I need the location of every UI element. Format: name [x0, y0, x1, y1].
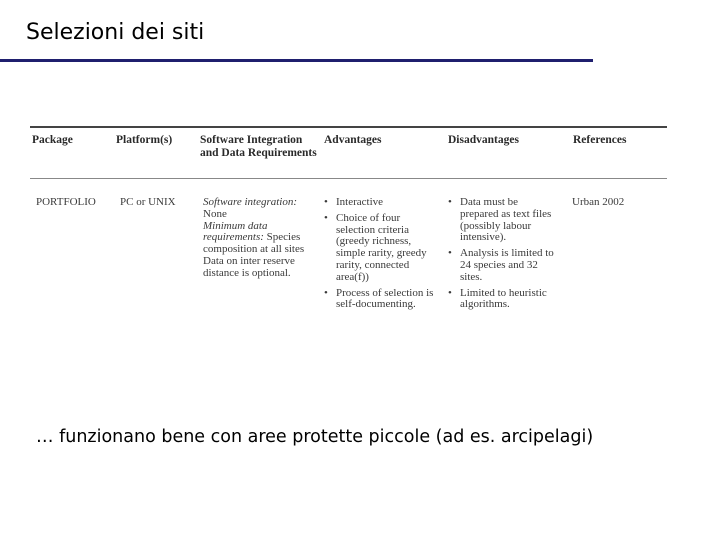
integration-value: None: [203, 207, 227, 220]
disadvantage-item: • Analysis is limited to 24 species and 32 sites.: [448, 248, 558, 283]
cell-advantages: [324, 197, 436, 315]
header-package: Package: [32, 134, 73, 146]
header-references: References: [573, 134, 627, 146]
header-divider: [30, 178, 667, 179]
cell-package: PORTFOLIO: [36, 196, 96, 208]
cell-platform: PC or UNIX: [120, 196, 176, 208]
header-disadvantages: Disadvantages: [448, 134, 519, 146]
title-underline: [0, 59, 593, 62]
slide-title: Selezioni dei siti: [26, 20, 205, 45]
header-software: Software Integration and Data Requirements: [200, 134, 317, 159]
data-requirements-value: Species composition at all sites Data on inter reserve distance is optional.: [203, 231, 305, 279]
cell-software: [203, 197, 313, 280]
cell-disadvantages: [448, 197, 558, 315]
data-requirements-label: Minimum data requirements:: [203, 219, 268, 244]
advantage-item: • Choice of four selection criteria (greedy richness, simple rarity, greedy rarity, connected area(f)): [324, 213, 436, 284]
disadvantage-item: • Limited to heuristic algorithms.: [448, 288, 558, 312]
advantage-item: • Interactive: [324, 197, 436, 209]
header-platform: Platform(s): [116, 134, 173, 146]
table-top-rule: [30, 126, 667, 128]
header-advantages: Advantages: [324, 134, 382, 146]
integration-label: Software integration:: [203, 196, 298, 208]
advantage-item: • Process of selection is self-documenting.: [324, 288, 436, 312]
cell-references: Urban 2002: [572, 196, 625, 208]
slide-footnote: … funzionano bene con aree protette piccole (ad es. arcipelagi): [36, 427, 594, 447]
disadvantage-item: • Data must be prepared as text files (possibly labour intensive).: [448, 197, 558, 244]
